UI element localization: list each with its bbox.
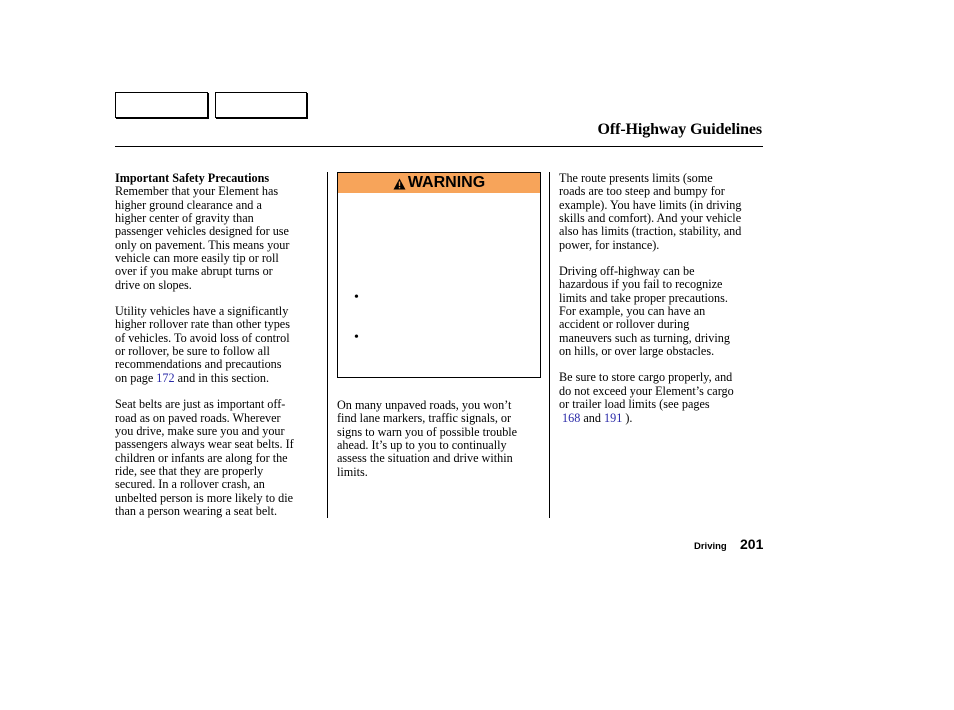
- text-line: skills and comfort). And your vehicle: [559, 211, 742, 226]
- paragraph-2: [559, 265, 764, 358]
- text-line: find lane markers, traffic signals, or: [337, 411, 512, 426]
- page-link-172[interactable]: 172: [156, 370, 175, 385]
- warning-bullet: •: [354, 330, 359, 345]
- text-line: unbelted person is more likely to die: [115, 490, 294, 505]
- text-line: higher ground clearance and a: [115, 197, 262, 212]
- text-line: Seat belts are just as important off-: [115, 397, 286, 412]
- text-line: road as on paved roads. Wherever: [115, 410, 281, 425]
- text-line: Be sure to store cargo properly, and: [559, 370, 733, 385]
- text-line: recommendations and precautions: [115, 357, 282, 372]
- page-number: 201: [740, 536, 764, 552]
- text-line: hazardous if you fail to recognize: [559, 277, 723, 292]
- text-line: vehicle can more easily tip or roll: [115, 251, 279, 266]
- text-line: accident or rollover during: [559, 317, 690, 332]
- warning-bullet: •: [354, 290, 359, 305]
- text-line: you drive, make sure you and your: [115, 423, 285, 438]
- paragraph-1: [115, 185, 318, 292]
- text-line: ride, see that they are properly: [115, 463, 264, 478]
- text-line: of vehicles. To avoid loss of control: [115, 330, 290, 345]
- page-link-168[interactable]: 168: [562, 410, 581, 425]
- text-line: roads are too steep and bumpy for: [559, 184, 725, 199]
- nav-button-1[interactable]: [115, 92, 208, 118]
- warning-label: WARNING: [407, 174, 486, 191]
- text-line: or rollover, be sure to follow all: [115, 344, 270, 359]
- text-line: signs to warn you of possible trouble: [337, 424, 518, 439]
- text-line: For example, you can have an: [559, 304, 706, 319]
- text-line: higher center of gravity than: [115, 211, 254, 226]
- column-1: [115, 172, 318, 518]
- text-line: also has limits (traction, stability, and: [559, 224, 742, 239]
- text-line: Utility vehicles have a significantly: [115, 304, 289, 319]
- text-line: secured. In a rollover crash, an: [115, 477, 265, 492]
- text-fragment: and in this section.: [174, 370, 270, 385]
- text-line: drive on slopes.: [115, 277, 192, 292]
- text-line: power, for instance).: [559, 237, 660, 252]
- title-divider: [115, 146, 763, 147]
- text-line: higher rollover rate than other types: [115, 317, 290, 332]
- text-line: over if you make abrupt turns or: [115, 264, 273, 279]
- text-line: Driving off-highway can be: [559, 264, 695, 279]
- text-line: passenger vehicles designed for use: [115, 224, 289, 239]
- text-line: example). You have limits (in driving: [559, 197, 742, 212]
- column-divider-2: [549, 172, 550, 518]
- text-line: The route presents limits (some: [559, 171, 713, 185]
- text-line: passengers always wear seat belts. If: [115, 437, 294, 452]
- text-line: [559, 412, 764, 425]
- text-line: children or infants are along for the: [115, 450, 288, 465]
- paragraph-3: [115, 398, 318, 518]
- paragraph-1: [559, 172, 764, 252]
- text-fragment: and: [580, 410, 605, 425]
- text-line: Remember that your Element has: [115, 184, 279, 199]
- text-line: on hills, or over large obstacles.: [559, 344, 715, 359]
- paragraph-3: [559, 371, 764, 424]
- text-line: than a person wearing a seat belt.: [115, 503, 278, 518]
- warning-box: [337, 172, 541, 378]
- text-line: ahead. It’s up to you to continually: [337, 438, 507, 453]
- warning-triangle-icon: [393, 177, 406, 189]
- footer-section-label: Driving: [694, 541, 727, 552]
- page-title: Off-Highway Guidelines: [597, 121, 762, 138]
- text-line: only on pavement. This means your: [115, 237, 290, 252]
- section-heading: Important Safety Precautions: [115, 171, 270, 185]
- warning-header: [338, 173, 540, 193]
- text-line: assess the situation and drive within: [337, 451, 513, 466]
- page-link-191[interactable]: 191: [604, 410, 623, 425]
- text-fragment: on page: [115, 370, 157, 385]
- column-divider-1: [327, 172, 328, 518]
- text-line: maneuvers such as turning, driving: [559, 330, 730, 345]
- paragraph-2: [115, 305, 318, 385]
- text-line: limits and take proper precautions.: [559, 290, 728, 305]
- column-2-paragraph: [337, 399, 541, 479]
- text-line: [115, 372, 318, 385]
- text-fragment: ).: [622, 410, 633, 425]
- text-line: or trailer load limits (see pages: [559, 397, 710, 412]
- nav-button-2[interactable]: [215, 92, 307, 118]
- column-3: [559, 172, 764, 425]
- text-line: do not exceed your Element’s cargo: [559, 383, 734, 398]
- text-line: On many unpaved roads, you won’t: [337, 398, 512, 412]
- text-line: limits.: [337, 464, 368, 479]
